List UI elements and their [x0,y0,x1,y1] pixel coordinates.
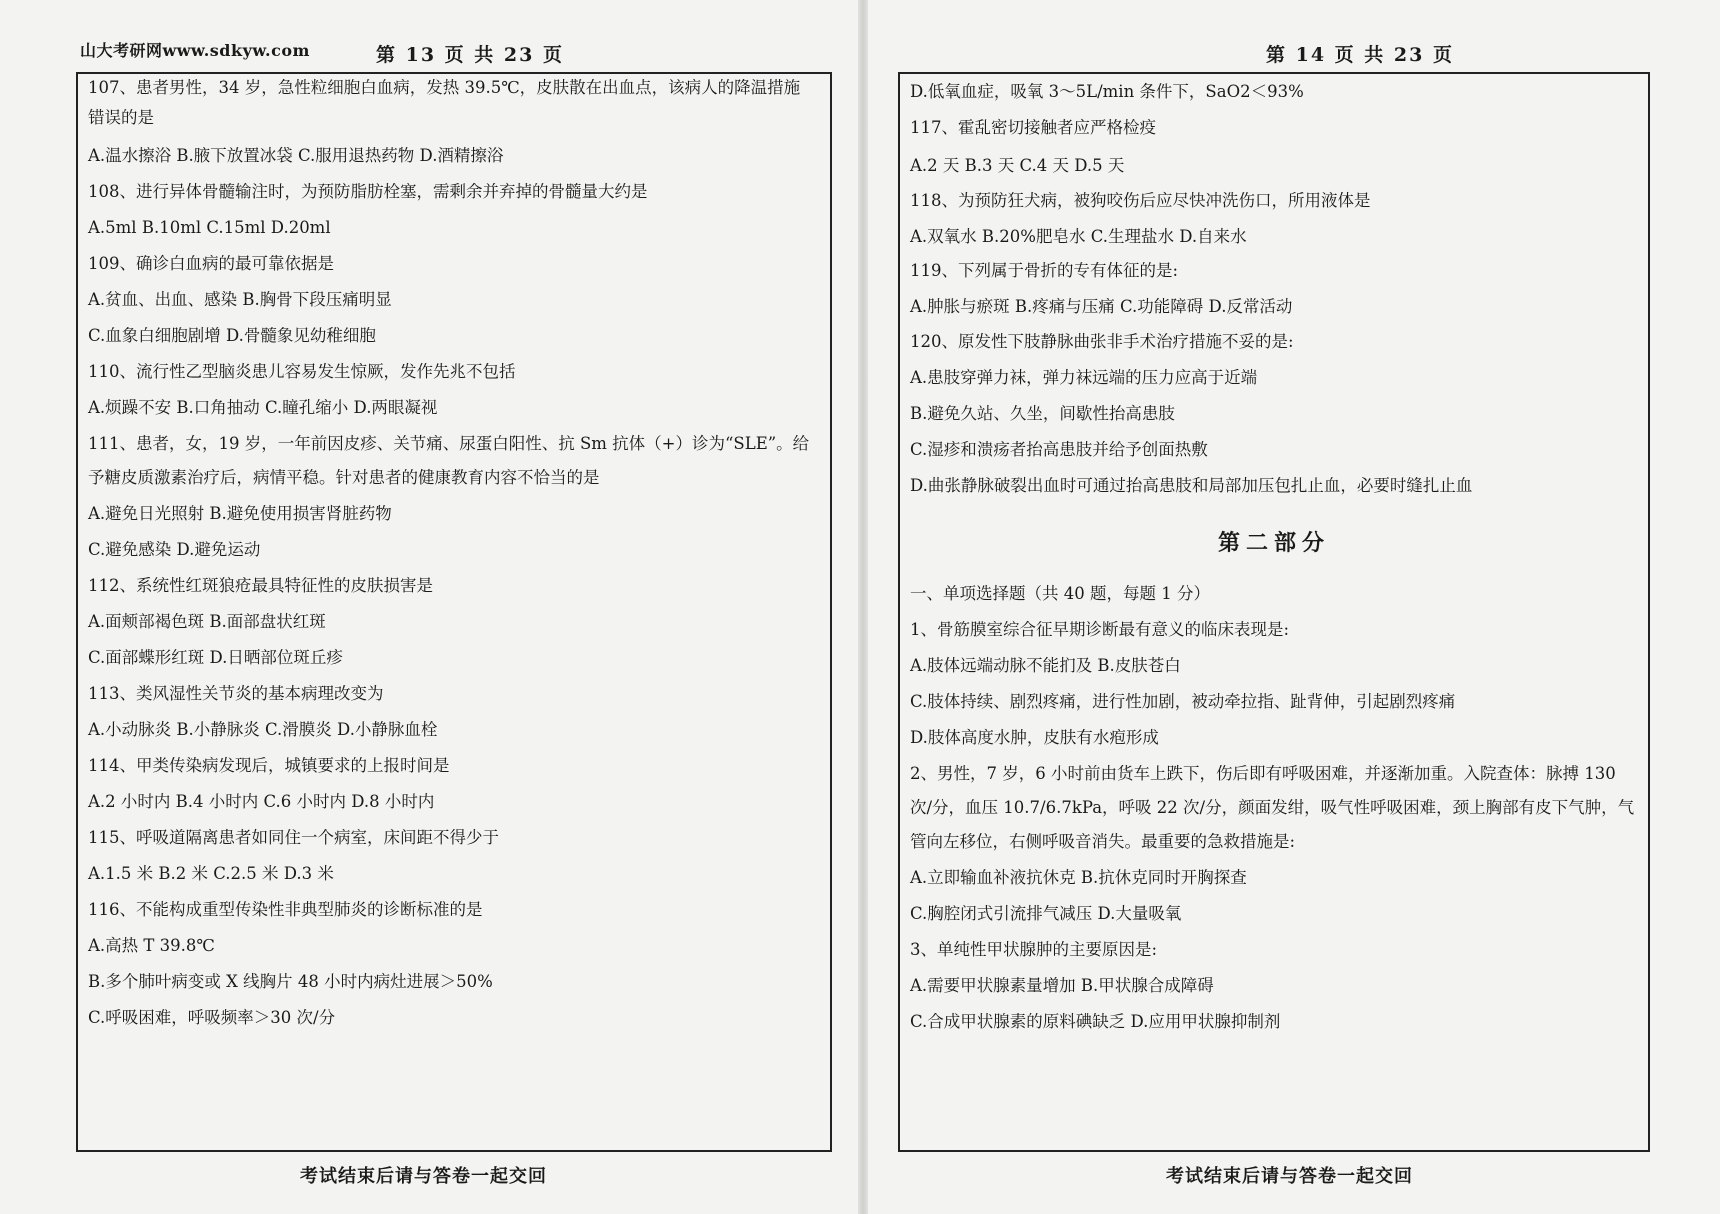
text-line: C.肢体持续、剧烈疼痛，进行性加剧，被动牵拉指、趾背伸，引起剧烈疼痛 [910,692,1456,711]
text-line: 117、霍乱密切接触者应严格检疫 [910,118,1156,137]
text-line: 错误的是 [88,108,154,127]
text-line: D.低氧血症，吸氧 3～5L/min 条件下，SaO2＜93% [910,82,1304,101]
page-number: 第 14 页 共 23 页 [1266,44,1454,66]
text-line: A.烦躁不安 B.口角抽动 C.瞳孔缩小 D.两眼凝视 [88,398,438,417]
section-title: 第二部分 [1217,530,1330,556]
text-line: 109、确诊白血病的最可靠依据是 [88,254,334,273]
text-line: C.面部蝶形红斑 D.日晒部位斑丘疹 [88,648,343,667]
text-line: A.2 天 B.3 天 C.4 天 D.5 天 [910,156,1125,175]
text-line: D.曲张静脉破裂出血时可通过抬高患肢和局部加压包扎止血，必要时缝扎止血 [910,476,1473,495]
site-watermark: 山大考研网www.sdkyw.com [80,41,310,60]
text-line: 管向左移位，右侧呼吸音消失。最重要的急救措施是: [910,832,1296,851]
text-line: A.温水擦浴 B.腋下放置冰袋 C.服用退热药物 D.酒精擦浴 [88,146,504,165]
text-line: A.小动脉炎 B.小静脉炎 C.滑膜炎 D.小静脉血栓 [88,720,438,739]
text-line: A.高热 T 39.8℃ [88,936,215,955]
text-line: A.1.5 米 B.2 米 C.2.5 米 D.3 米 [88,864,334,883]
footer-note: 考试结束后请与答卷一起交回 [1166,1166,1413,1187]
text-line: 118、为预防狂犬病，被狗咬伤后应尽快冲洗伤口，所用液体是 [910,191,1371,210]
text-line: 111、患者，女，19 岁，一年前因皮疹、关节痛、尿蛋白阳性、抗 Sm 抗体（+）诊为“SLE”。给 [88,434,810,453]
text-line: C.湿疹和溃疡者抬高患肢并给予创面热敷 [910,440,1208,459]
text-line: C.血象白细胞剧增 D.骨髓象见幼稚细胞 [88,326,376,345]
text-line: A.立即输血补液抗休克 B.抗休克同时开胸探查 [910,868,1247,887]
text-line: C.胸腔闭式引流排气减压 D.大量吸氧 [910,904,1182,923]
text-line: A.5ml B.10ml C.15ml D.20ml [88,218,331,237]
text-line: 1、骨筋膜室综合征早期诊断最有意义的临床表现是: [910,620,1290,639]
text-line: A.需要甲状腺素量增加 B.甲状腺合成障碍 [910,976,1214,995]
text-line: 次/分，血压 10.7/6.7kPa，呼吸 22 次/分，颜面发绀，吸气性呼吸困难，颈上胸部有皮下气肿，气 [910,798,1635,817]
text-line: 予糖皮质激素治疗后，病情平稳。针对患者的健康教育内容不恰当的是 [88,468,600,487]
text-line: A.肿胀与瘀斑 B.疼痛与压痛 C.功能障碍 D.反常活动 [910,297,1293,316]
text-line: D.肢体高度水肿，皮肤有水疱形成 [910,728,1159,747]
text-line: 114、甲类传染病发现后，城镇要求的上报时间是 [88,756,450,775]
left-content-frame [76,72,832,1152]
text-line: A.患肢穿弹力袜，弹力袜远端的压力应高于近端 [910,368,1258,387]
text-line: 3、单纯性甲状腺肿的主要原因是: [910,940,1158,959]
text-line: A.避免日光照射 B.避免使用损害肾脏药物 [88,504,392,523]
text-line: A.面颊部褐色斑 B.面部盘状红斑 [88,612,326,631]
text-line: 108、进行异体骨髓输注时，为预防脂肪栓塞，需剩余并弃掉的骨髓量大约是 [88,182,648,201]
text-line: 115、呼吸道隔离患者如同住一个病室，床间距不得少于 [88,828,499,847]
right-content-frame [898,72,1650,1152]
text-line: A.双氧水 B.20%肥皂水 C.生理盐水 D.自来水 [910,227,1247,246]
text-line: B.多个肺叶病变或 X 线胸片 48 小时内病灶进展＞50% [88,972,493,991]
text-line: 110、流行性乙型脑炎患儿容易发生惊厥，发作先兆不包括 [88,362,516,381]
footer-note: 考试结束后请与答卷一起交回 [300,1166,547,1187]
text-line: B.避免久站、久坐，间歇性抬高患肢 [910,404,1175,423]
text-line: 2、男性，7 岁，6 小时前由货车上跌下，伤后即有呼吸困难，并逐渐加重。入院查体：脉搏 130 [910,764,1616,783]
text-line: 107、患者男性，34 岁，急性粒细胞白血病，发热 39.5℃，皮肤散在出血点，该病人的降温措施 [88,78,801,97]
text-line: 119、下列属于骨折的专有体征的是: [910,261,1179,280]
text-line: 116、不能构成重型传染性非典型肺炎的诊断标准的是 [88,900,483,919]
text-line: A.2 小时内 B.4 小时内 C.6 小时内 D.8 小时内 [88,792,435,811]
right-page [866,0,1720,1214]
text-line: A.肢体远端动脉不能扪及 B.皮肤苍白 [910,656,1181,675]
text-line: A.贫血、出血、感染 B.胸骨下段压痛明显 [88,290,392,309]
text-line: C.避免感染 D.避免运动 [88,540,261,559]
text-line: 112、系统性红斑狼疮最具特征性的皮肤损害是 [88,576,433,595]
text-line: 120、原发性下肢静脉曲张非手术治疗措施不妥的是: [910,332,1294,351]
text-line: 113、类风湿性关节炎的基本病理改变为 [88,684,384,703]
text-line: 一、单项选择题（共 40 题，每题 1 分） [910,584,1210,603]
text-line: C.合成甲状腺素的原料碘缺乏 D.应用甲状腺抑制剂 [910,1012,1281,1031]
text-line: C.呼吸困难，呼吸频率＞30 次/分 [88,1008,336,1027]
page-number: 第 13 页 共 23 页 [376,44,564,66]
